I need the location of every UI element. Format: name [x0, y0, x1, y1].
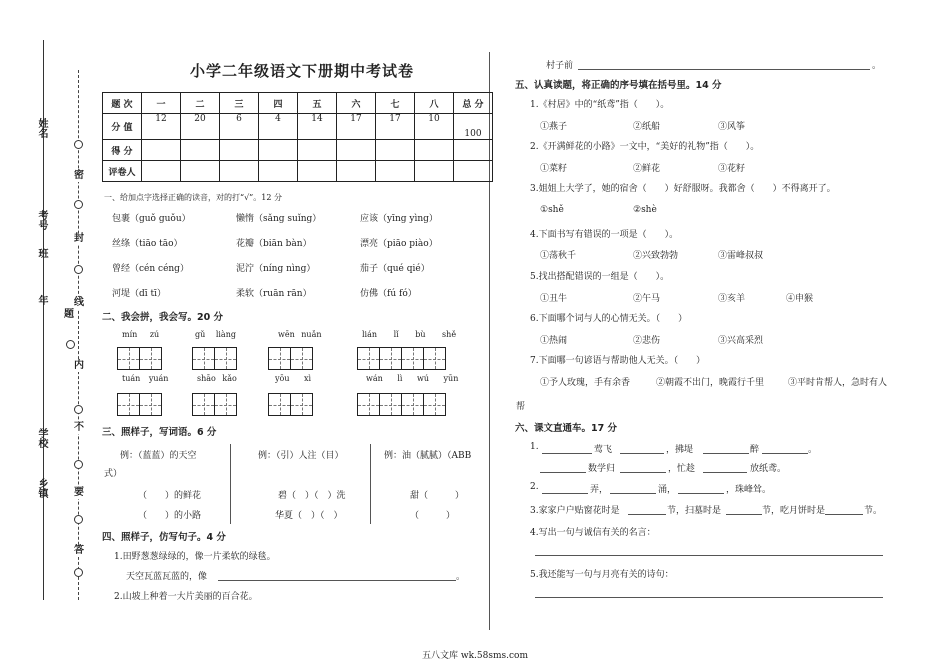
- word-blank[interactable]: 甜（ ）: [410, 491, 465, 501]
- fill-blank[interactable]: [540, 472, 586, 473]
- score-value: 100: [454, 114, 493, 140]
- fill-blank[interactable]: [726, 514, 762, 515]
- example-1: 例：（蓝蓝）的天空: [120, 451, 197, 461]
- writing-grid[interactable]: [357, 393, 445, 416]
- pinyin-label: wēn nuǎn: [278, 330, 322, 339]
- score-input-cell[interactable]: [142, 140, 181, 161]
- word-blank[interactable]: 碧（ ）（ ）洗: [278, 491, 346, 501]
- sentence-start: 村子前: [546, 61, 574, 71]
- seal-char: 密: [74, 170, 84, 181]
- pronunciation-item[interactable]: 应该（yīng yìng）: [360, 214, 438, 224]
- binding-hole: [74, 515, 83, 524]
- label-name: 姓名: [36, 118, 47, 138]
- option[interactable]: ②朝霞不出门，晚霞行千里: [656, 378, 765, 388]
- binding-hole: [74, 568, 83, 577]
- fill-text: 涌，: [658, 485, 677, 495]
- sentence-end: 。: [872, 61, 882, 71]
- word-blank[interactable]: （ ）的小路: [138, 511, 202, 521]
- score-input-cell[interactable]: [298, 140, 337, 161]
- label-class: 班: [36, 248, 47, 258]
- section3-heading: 三、照样子，写词语。6 分: [102, 427, 217, 438]
- pinyin-label: mín zú: [122, 330, 160, 339]
- binding-hole: [66, 340, 75, 349]
- option[interactable]: ②鲜花: [633, 164, 661, 174]
- option[interactable]: ①shě: [540, 205, 564, 215]
- table-row: [103, 161, 493, 182]
- footer-watermark: 五八文库 wk.58sms.com: [422, 651, 528, 661]
- question: 6.下面哪个词与人的心情无关。（ ）: [530, 314, 688, 324]
- pronunciation-item[interactable]: 茄子（qué qié）: [360, 264, 430, 274]
- grader-input-cell[interactable]: [181, 161, 220, 182]
- fill-text: 1.: [530, 442, 539, 452]
- score-value: 17: [337, 114, 376, 140]
- seal-char: 内: [74, 360, 84, 371]
- pinyin-label: tuán yuán: [122, 374, 169, 383]
- score-value: 17: [376, 114, 415, 140]
- column-separator: [230, 444, 231, 524]
- question: 1.《村居》中的“纸鸢”指（ ）。: [530, 100, 670, 110]
- writing-grid[interactable]: [268, 393, 312, 416]
- writing-grid[interactable]: [192, 347, 236, 370]
- score-table-header: [103, 93, 493, 114]
- pronunciation-item[interactable]: 丝绦（tiāo tāo）: [112, 239, 183, 249]
- option[interactable]: ②纸船: [633, 122, 661, 132]
- writing-grid[interactable]: [117, 347, 161, 370]
- score-input-cell[interactable]: [181, 140, 220, 161]
- answer-line[interactable]: [535, 555, 883, 556]
- option[interactable]: ①荡秋千: [540, 251, 577, 261]
- writing-grid[interactable]: [192, 393, 236, 416]
- fill-blank[interactable]: [542, 493, 588, 494]
- section2-heading: 二、我会拼，我会写。20 分: [102, 312, 224, 323]
- question: 4.下面书写有错误的一项是（ ）。: [530, 230, 679, 240]
- pronunciation-item[interactable]: 曾经（cén céng）: [112, 264, 189, 274]
- grader-input-cell[interactable]: [454, 161, 493, 182]
- question: 5.我还能写一句与月亮有关的诗句：: [530, 570, 674, 580]
- score-value: 14: [298, 114, 337, 140]
- question: 5.找出搭配错误的一组是（ ）。: [530, 272, 670, 282]
- pronunciation-item[interactable]: 包裹（guǒ guǒu）: [112, 214, 191, 224]
- option[interactable]: ②shè: [633, 205, 657, 215]
- grader-input-cell[interactable]: [376, 161, 415, 182]
- label-school: 学校: [36, 428, 47, 448]
- pronunciation-item[interactable]: 柔软（ruān rān）: [236, 289, 312, 299]
- fill-blank[interactable]: [620, 472, 666, 473]
- fill-blank[interactable]: [703, 472, 747, 473]
- option[interactable]: ③兴高采烈: [718, 336, 764, 346]
- writing-grid[interactable]: [357, 347, 445, 370]
- table-header-cell: 五: [298, 93, 337, 114]
- fill-text: ，忙趁: [668, 464, 696, 474]
- pronunciation-item[interactable]: 泥泞（níng nìng）: [236, 264, 316, 274]
- section5-heading: 五、认真读题，将正确的序号填在括号里。14 分: [515, 80, 722, 91]
- answer-line[interactable]: [218, 580, 456, 581]
- pinyin-label: lián lǐ bù shě: [362, 330, 457, 339]
- fill-text: ，拂堤: [666, 445, 694, 455]
- option[interactable]: ③平时肯帮人，急时有人: [788, 378, 888, 388]
- pronunciation-item[interactable]: 漂亮（piāo piào）: [360, 239, 438, 249]
- seal-char: 封: [74, 233, 84, 244]
- fill-text: ，珠峰耸。: [726, 485, 772, 495]
- answer-line[interactable]: [578, 69, 870, 70]
- question: 4.写出一句与诚信有关的名言：: [530, 528, 656, 538]
- option[interactable]: ①丑牛: [540, 294, 568, 304]
- score-input-cell[interactable]: [220, 140, 259, 161]
- score-input-cell[interactable]: [415, 140, 454, 161]
- example-3: 例：油（腻腻）（ABB: [384, 451, 472, 461]
- fill-text: 数学归: [588, 464, 616, 474]
- fill-blank[interactable]: [762, 453, 808, 454]
- fill-text: 。: [808, 445, 818, 455]
- fill-text: 节，扫墓时是: [667, 506, 722, 516]
- column-separator: [370, 444, 371, 524]
- table-row: [103, 140, 493, 161]
- label-grade: 年: [36, 295, 47, 305]
- page-title: 小学二年级语文下册期中考试卷: [190, 62, 415, 80]
- grader-input-cell[interactable]: [220, 161, 259, 182]
- pinyin-label: yōu xì: [275, 374, 312, 383]
- grader-input-cell[interactable]: [415, 161, 454, 182]
- pronunciation-item[interactable]: 花瓣（biān bàn）: [236, 239, 312, 249]
- question: 3.姐姐上大学了，她的宿舍（ ）好舒服呀。我都舍（ ）不得离开了。: [530, 184, 836, 194]
- binding-hole: [74, 200, 83, 209]
- fill-blank[interactable]: [703, 453, 749, 454]
- row-label: 评卷人: [103, 161, 142, 182]
- table-header-cell: 六: [337, 93, 376, 114]
- option[interactable]: ③风筝: [718, 122, 746, 132]
- seal-char: 不: [74, 422, 84, 433]
- pronunciation-item[interactable]: 懒惰（sǎng suǐng）: [236, 214, 322, 224]
- score-value: 20: [181, 114, 220, 140]
- answer-line[interactable]: [535, 597, 883, 598]
- option[interactable]: ②午马: [633, 294, 661, 304]
- seal-char: 题: [64, 309, 74, 320]
- seal-char: 答: [74, 545, 84, 556]
- table-header-cell: 七: [376, 93, 415, 114]
- option[interactable]: ①燕子: [540, 122, 568, 132]
- seal-char: 要: [74, 487, 84, 498]
- question: 7.下面哪一句谚语与帮助他人无关。（ ）: [530, 356, 706, 366]
- score-input-cell[interactable]: [337, 140, 376, 161]
- section1-heading: 一、给加点字选择正确的读音，对的打“√”。12 分: [104, 193, 282, 202]
- pinyin-label: shāo kǎo: [197, 374, 237, 383]
- writing-grid[interactable]: [117, 393, 161, 416]
- option[interactable]: ①热闹: [540, 336, 568, 346]
- section4-heading: 四、照样子，仿写句子。4 分: [102, 532, 226, 543]
- grader-input-cell[interactable]: [142, 161, 181, 182]
- score-input-cell[interactable]: [259, 140, 298, 161]
- sentence-end: 。: [456, 572, 466, 582]
- row-label: 分 值: [103, 114, 142, 140]
- pronunciation-item[interactable]: 河堤（dī tī）: [112, 289, 166, 299]
- fill-text: 醉: [750, 445, 760, 455]
- option[interactable]: ④申猴: [786, 294, 814, 304]
- grader-input-cell[interactable]: [337, 161, 376, 182]
- example-wrap: 式）: [104, 469, 123, 479]
- binding-hole: [74, 265, 83, 274]
- table-header-cell: 八: [415, 93, 454, 114]
- fill-text: 莺飞: [594, 445, 613, 455]
- pronunciation-item[interactable]: 仿佛（fú fó）: [360, 289, 417, 299]
- row-label: 得 分: [103, 140, 142, 161]
- grader-input-cell[interactable]: [259, 161, 298, 182]
- table-header-cell: 三: [220, 93, 259, 114]
- label-town: 乡镇: [36, 478, 47, 498]
- table-row: [103, 114, 493, 140]
- word-blank[interactable]: （ ）: [410, 511, 456, 521]
- table-header-cell: 一: [142, 93, 181, 114]
- word-blank[interactable]: （ ）的鲜花: [138, 491, 202, 501]
- table-header-cell: 题 次: [103, 93, 142, 114]
- option[interactable]: ②兴致勃勃: [633, 251, 679, 261]
- table-header-cell: 二: [181, 93, 220, 114]
- score-table: [102, 92, 493, 182]
- score-value: 6: [220, 114, 259, 140]
- fill-blank[interactable]: [620, 453, 664, 454]
- grader-input-cell[interactable]: [298, 161, 337, 182]
- example-2: 例：（引）人注（目）: [258, 451, 344, 461]
- word-blank[interactable]: 华夏（ ）（ ）: [275, 511, 343, 521]
- sentence-start: 天空瓦蓝瓦蓝的，像: [126, 572, 208, 582]
- fill-blank[interactable]: [542, 453, 592, 454]
- pinyin-label: wán lì wú yūn: [366, 374, 459, 383]
- fill-blank[interactable]: [628, 514, 666, 515]
- binding-hole: [74, 460, 83, 469]
- option[interactable]: ③亥羊: [718, 294, 746, 304]
- fill-blank[interactable]: [678, 493, 724, 494]
- binding-hole: [74, 405, 83, 414]
- label-exam-number: 考号: [36, 210, 47, 230]
- score-input-cell[interactable]: [376, 140, 415, 161]
- option[interactable]: ③雷峰叔叔: [718, 251, 764, 261]
- score-input-cell[interactable]: [454, 140, 493, 161]
- fill-text: 3.家家户户贴窗花时是: [530, 506, 620, 516]
- sentence-prompt: 2.山坡上种着一大片美丽的百合花。: [114, 592, 258, 602]
- sentence-prompt: 1.田野葱葱绿绿的，像一片柔软的绿毯。: [114, 552, 276, 562]
- option[interactable]: ①菜籽: [540, 164, 568, 174]
- option[interactable]: ②悲伤: [633, 336, 661, 346]
- score-value: 4: [259, 114, 298, 140]
- score-value: 12: [142, 114, 181, 140]
- fill-text: 2.: [530, 482, 539, 492]
- writing-grid[interactable]: [268, 347, 312, 370]
- score-value: 10: [415, 114, 454, 140]
- fill-text: 节，吃月饼时是: [762, 506, 826, 516]
- fill-blank[interactable]: [825, 514, 863, 515]
- table-header-cell: 四: [259, 93, 298, 114]
- question: 2.《开满鲜花的小路》一文中，“美好的礼物”指（ ）。: [530, 142, 760, 152]
- fill-text: 弄，: [590, 485, 609, 495]
- pinyin-label: gǔ liàng: [195, 330, 236, 339]
- option[interactable]: ①予人玫瑰，手有余香: [540, 378, 631, 388]
- option-wrap: 帮: [516, 402, 526, 412]
- fill-text: 放纸鸢。: [750, 464, 787, 474]
- seal-char: 线: [74, 297, 84, 308]
- option[interactable]: ③花籽: [718, 164, 746, 174]
- binding-hole: [74, 140, 83, 149]
- section6-heading: 六、课文直通车。17 分: [515, 423, 618, 434]
- fill-blank[interactable]: [610, 493, 656, 494]
- table-header-cell: 总 分: [454, 93, 493, 114]
- fill-text: 节。: [864, 506, 883, 516]
